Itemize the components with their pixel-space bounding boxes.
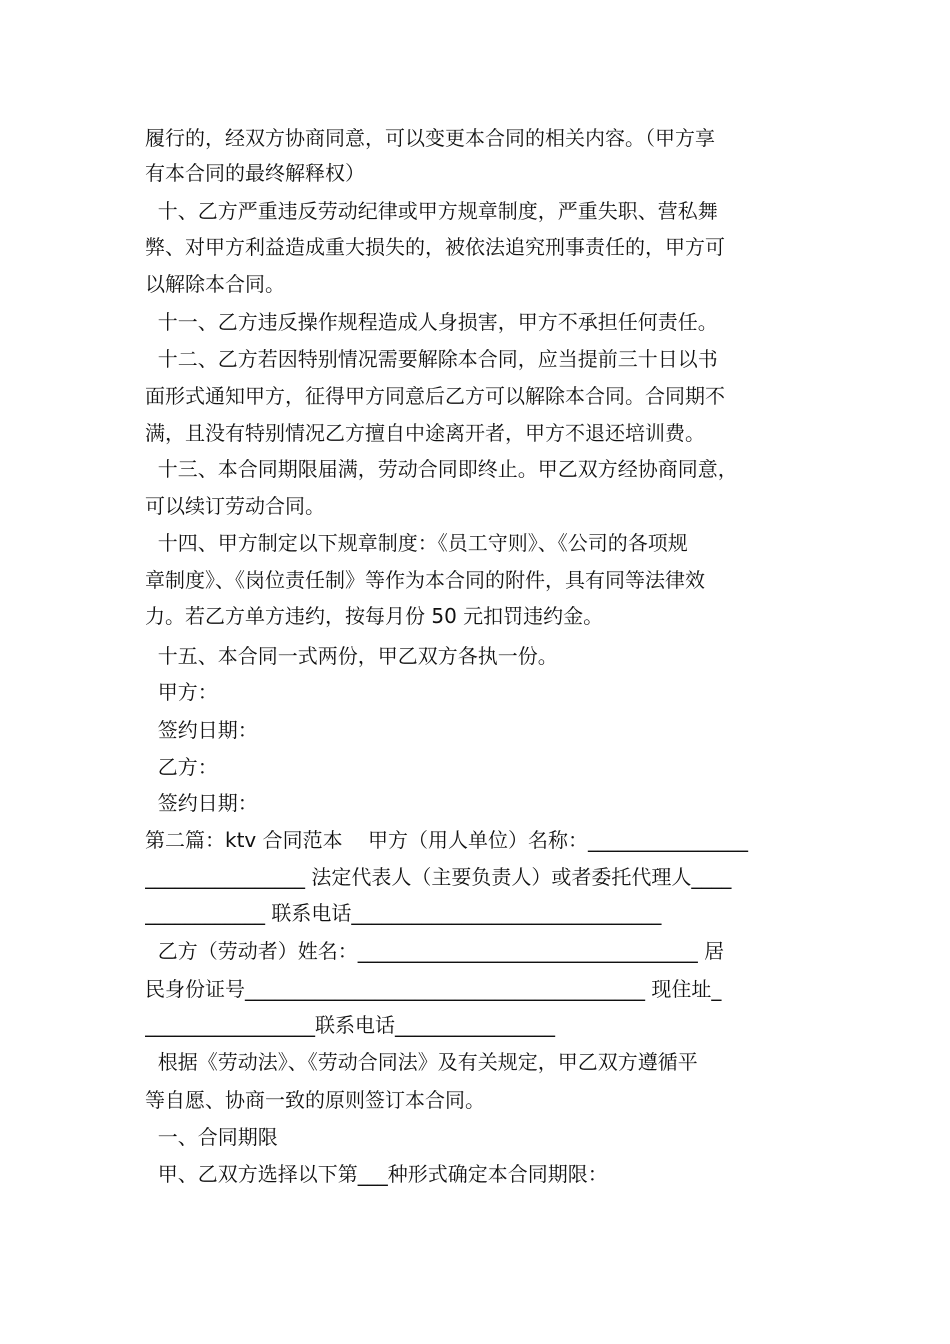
text-line: 履行的，经双方协商同意，可以变更本合同的相关内容。（甲方享 bbox=[145, 126, 715, 150]
text-line: 十、乙方严重违反劳动纪律或甲方规章制度，严重失职、营私舞 bbox=[145, 199, 718, 223]
text-line: 十五、本合同一式两份，甲乙双方各执一份。 bbox=[145, 644, 558, 668]
text-line: 等自愿、协商一致的原则签订本合同。 bbox=[145, 1088, 485, 1112]
text-line: 乙方（劳动者）姓名：__________________________________ 居 bbox=[145, 939, 725, 963]
text-line: 十四、甲方制定以下规章制度：《员工守则》、《公司的各项规 bbox=[145, 531, 688, 555]
text-line: 弊、对甲方利益造成重大损失的，被依法追究刑事责任的，甲方可 bbox=[145, 235, 725, 259]
text-line: 面形式通知甲方，征得甲方同意后乙方可以解除本合同。合同期不 bbox=[145, 384, 725, 408]
text-line: 十二、乙方若因特别情况需要解除本合同，应当提前三十日以书 bbox=[145, 347, 718, 371]
text-line: 甲、乙双方选择以下第___种形式确定本合同期限： bbox=[145, 1162, 608, 1186]
text-line: 十一、乙方违反操作规程造成人身损害，甲方不承担任何责任。 bbox=[145, 310, 718, 334]
text-line: 章制度》、《岗位责任制》等作为本合同的附件，具有同等法律效 bbox=[145, 568, 705, 592]
text-line: 签约日期： bbox=[145, 718, 258, 742]
text-line: 民身份证号________________________________________ 现住址_ bbox=[145, 977, 722, 1001]
text-line: 十三、本合同期限届满，劳动合同即终止。甲乙双方经协商同意， bbox=[145, 457, 738, 481]
text-line: 一、合同期限 bbox=[145, 1125, 278, 1149]
text-line: 根据《劳动法》、《劳动合同法》及有关规定，甲乙双方遵循平 bbox=[145, 1050, 698, 1074]
text-line: 满，且没有特别情况乙方擅自中途离开者，甲方不退还培训费。 bbox=[145, 421, 705, 445]
text-line: 甲方： bbox=[145, 680, 218, 704]
text-line: 可以续订劳动合同。 bbox=[145, 494, 325, 518]
text-line: _________________联系电话________________ bbox=[145, 1013, 555, 1037]
text-line: ____________ 联系电话_______________________________ bbox=[145, 901, 662, 925]
text-line: 乙方： bbox=[145, 755, 218, 779]
text-line: 力。若乙方单方违约，按每月份 50 元扣罚违约金。 bbox=[145, 604, 604, 628]
text-line: 签约日期： bbox=[145, 791, 258, 815]
text-line: ________________ 法定代表人（主要负责人）或者委托代理人____ bbox=[145, 865, 732, 889]
text-line: 第二篇：ktv 合同范本 甲方（用人单位）名称：________________ bbox=[145, 828, 749, 852]
text-line: 有本合同的最终解释权） bbox=[145, 161, 365, 185]
text-line: 以解除本合同。 bbox=[145, 272, 285, 296]
